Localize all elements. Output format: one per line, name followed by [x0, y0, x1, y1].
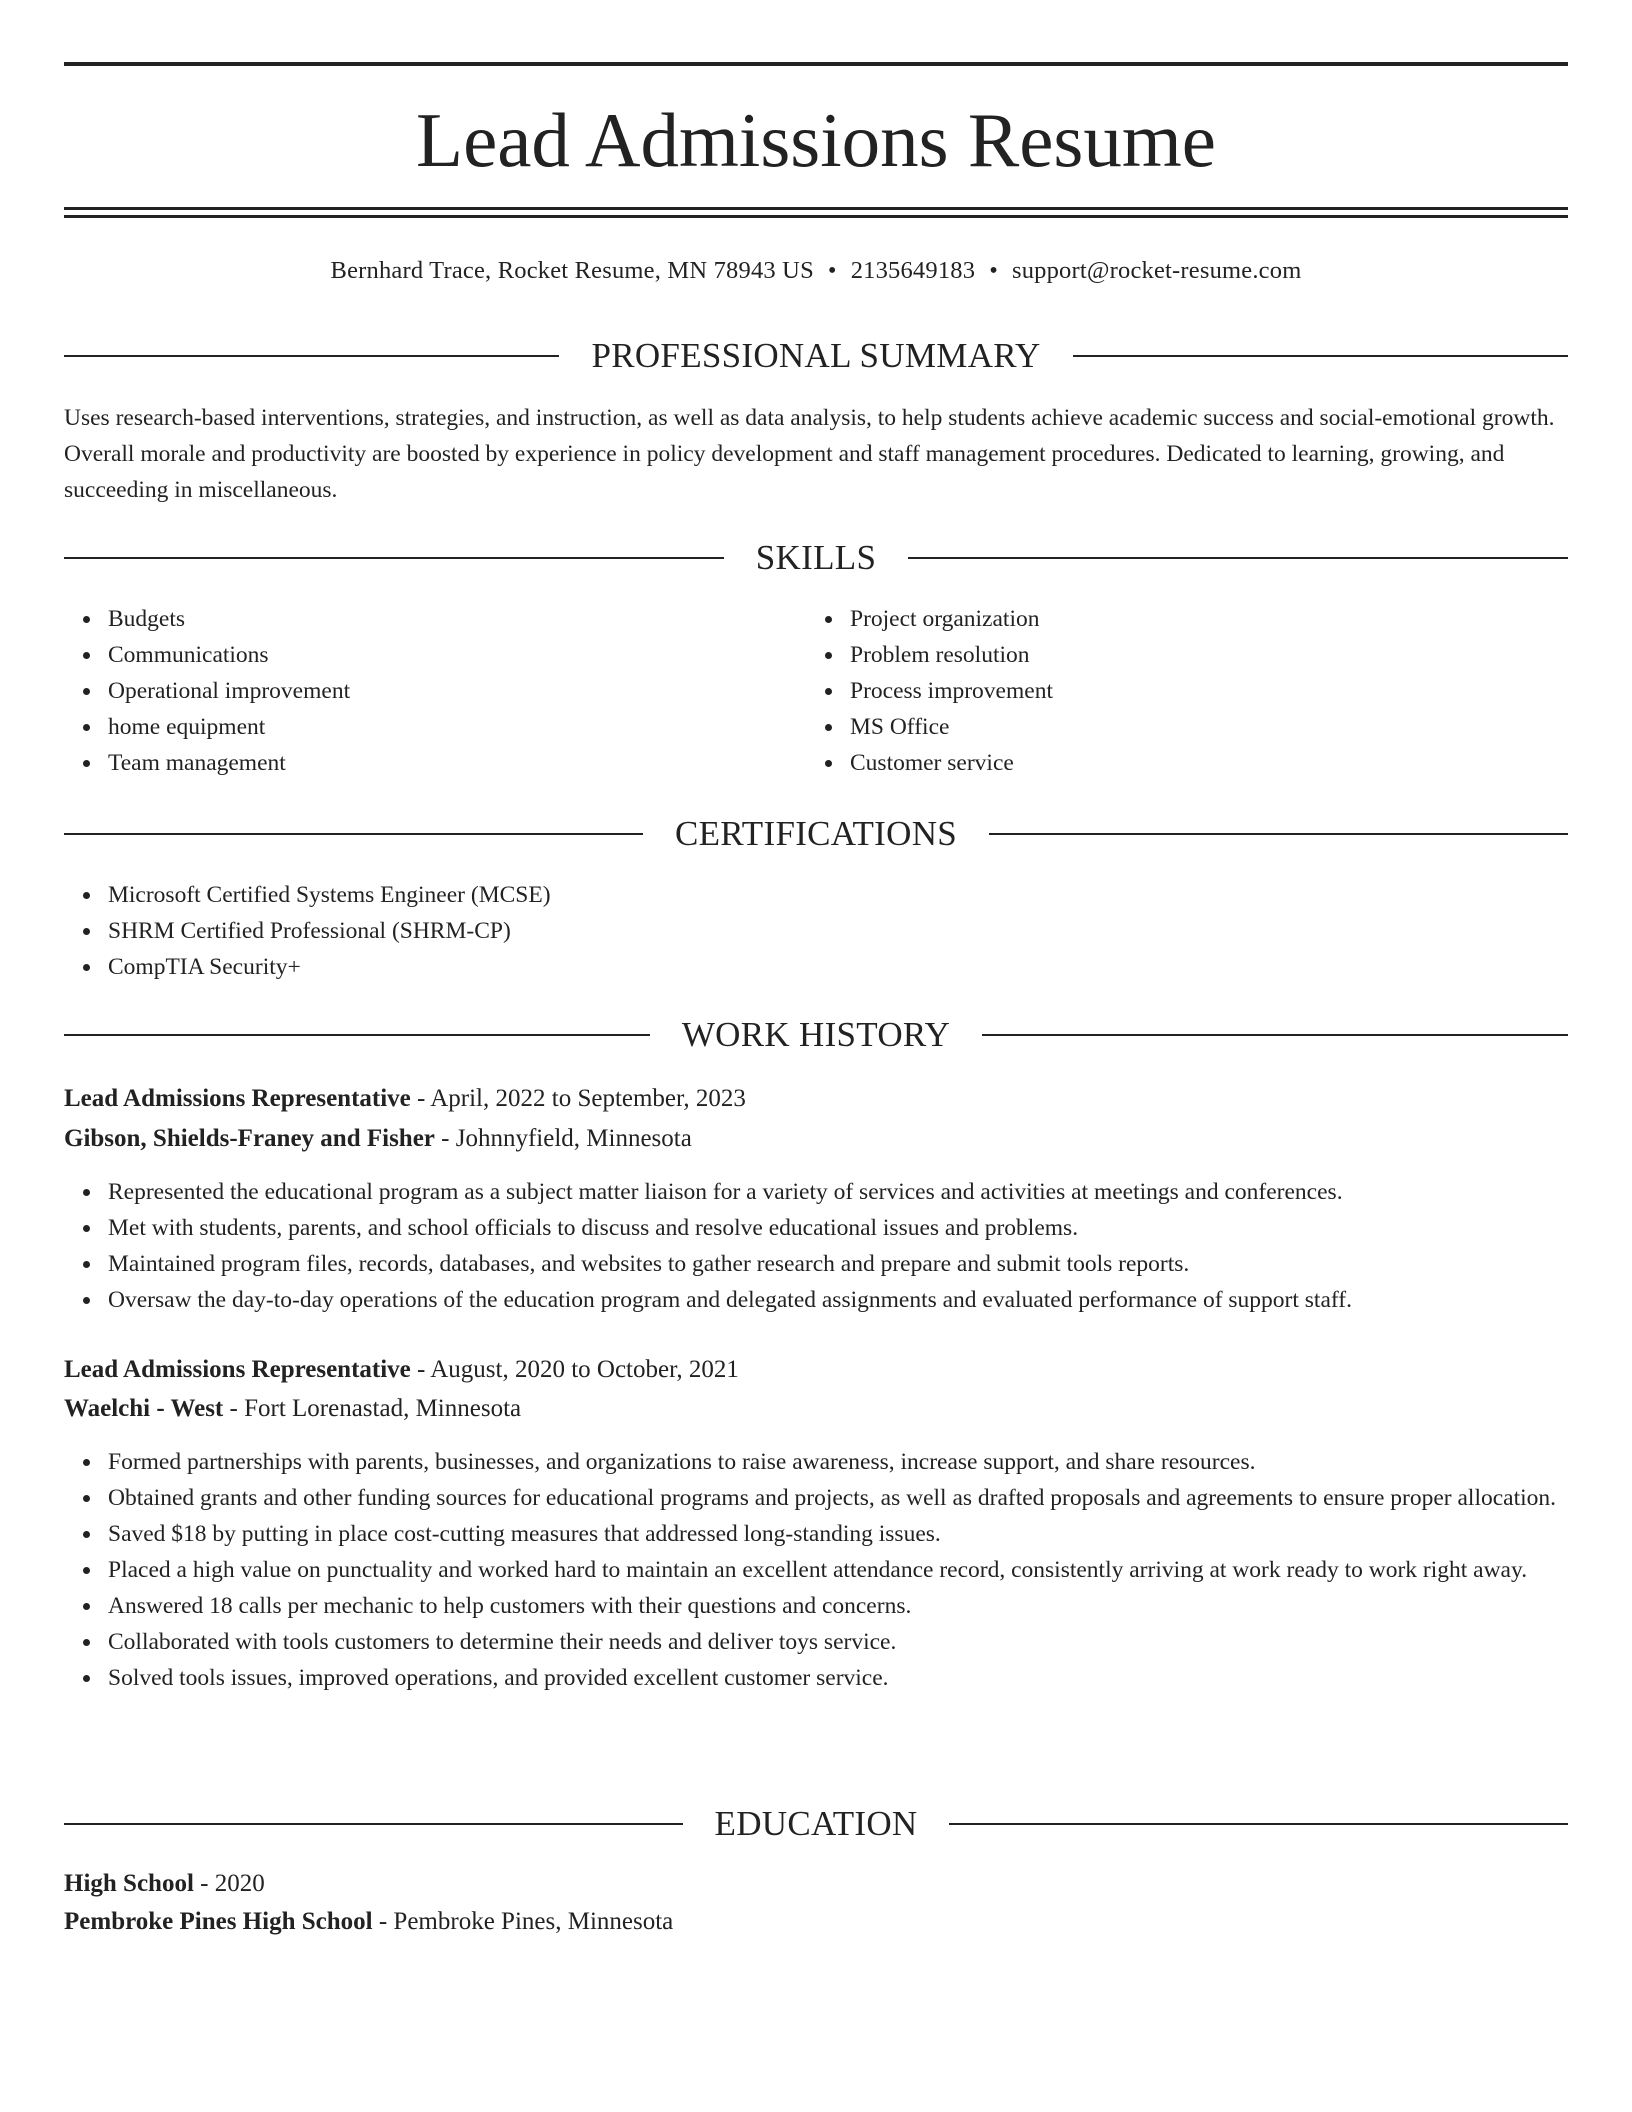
skill-item: Process improvement	[850, 673, 1550, 709]
section-header-summary	[64, 334, 1568, 378]
skill-item: Project organization	[850, 601, 1550, 637]
job-location: - Fort Lorenastad, Minnesota	[223, 1395, 522, 1422]
job-company-line	[64, 1121, 1568, 1157]
education-location: - Pembroke Pines, Minnesota	[372, 1908, 674, 1935]
job-company: Waelchi - West	[64, 1395, 224, 1422]
section-header-work	[64, 1013, 1568, 1057]
contact-line	[64, 255, 1568, 287]
job-bullet: Solved tools issues, improved operations, and provided excellent customer service.	[108, 1660, 1568, 1696]
job-title-line	[64, 1352, 1568, 1388]
contact-email: support@rocket-resume.com	[1011, 257, 1302, 284]
education-degree: High School	[64, 1870, 194, 1897]
job-bullet: Placed a high value on punctuality and worked hard to maintain an excellent attendance record, consistently arriving at work ready to work right away.	[108, 1552, 1568, 1588]
education-school-line	[64, 1904, 1568, 1940]
skill-item: Customer service	[850, 745, 1550, 781]
section-header-education	[64, 1802, 1568, 1846]
section-header-certifications	[64, 812, 1568, 856]
education-school: Pembroke Pines High School	[64, 1908, 373, 1935]
job-title: Lead Admissions Representative	[64, 1356, 411, 1383]
job-bullet: Formed partnerships with parents, businesses, and organizations to raise awareness, increase support, and share resources.	[108, 1444, 1568, 1480]
skill-item: home equipment	[108, 709, 808, 745]
job-bullet: Answered 18 calls per mechanic to help customers with their questions and concerns.	[108, 1588, 1568, 1624]
job-dates: - April, 2022 to September, 2023	[410, 1085, 746, 1112]
section-rule	[64, 355, 559, 357]
contact-separator: •	[827, 257, 837, 284]
skill-item: Budgets	[108, 601, 808, 637]
section-title-skills: SKILLS	[755, 538, 877, 577]
section-rule	[64, 1034, 650, 1036]
summary-text: Uses research-based interventions, strategies, and instruction, as well as data analysis, to help students achieve academic success and social-emotional growth. Overall morale and productivity are boosted by experience in policy development and staff management procedures. Dedicated to learning, growing, and succeeding in miscellaneous.	[64, 405, 1555, 503]
contact-phone: 2135649183	[850, 257, 976, 284]
section-title-certifications: CERTIFICATIONS	[674, 814, 958, 853]
skill-item: Team management	[108, 745, 808, 781]
section-rule	[1073, 355, 1568, 357]
contact-separator: •	[989, 257, 998, 284]
job-bullets	[64, 1444, 1568, 1696]
skill-item: Operational improvement	[108, 673, 808, 709]
skill-item: MS Office	[850, 709, 1550, 745]
job-company: Gibson, Shields-Franey and Fisher	[64, 1125, 435, 1152]
job-bullet: Maintained program files, records, databases, and websites to gather research and prepare and submit tools reports.	[108, 1246, 1568, 1282]
skills-list-right	[806, 601, 1550, 781]
resume-title: Lead Admissions Resume	[416, 97, 1216, 183]
skill-item: Communications	[108, 637, 808, 673]
section-rule	[64, 1823, 683, 1825]
section-rule	[64, 833, 643, 835]
certification-item: Microsoft Certified Systems Engineer (MCSE)	[108, 877, 1568, 913]
job-bullets	[64, 1174, 1568, 1318]
skills-list-left	[64, 601, 808, 781]
job-bullet: Collaborated with tools customers to determine their needs and deliver toys service.	[108, 1624, 1568, 1660]
section-title-education: EDUCATION	[714, 1804, 918, 1843]
skill-item: Problem resolution	[850, 637, 1550, 673]
job-bullet: Represented the educational program as a subject matter liaison for a variety of services and activities at meetings and conferences.	[108, 1174, 1568, 1210]
job-title: Lead Admissions Representative	[64, 1085, 411, 1112]
job-title-line	[64, 1081, 1568, 1117]
section-rule	[64, 557, 724, 559]
top-rule	[64, 62, 1568, 66]
title-rule-lower	[64, 215, 1568, 218]
section-rule	[949, 1823, 1568, 1825]
job-company-line	[64, 1391, 1568, 1427]
job-bullet: Met with students, parents, and school officials to discuss and resolve educational issues and problems.	[108, 1210, 1568, 1246]
job-bullet: Obtained grants and other funding sources for educational programs and projects, as well as drafted proposals and agreements to ensure proper allocation.	[108, 1480, 1568, 1516]
section-rule	[982, 1034, 1568, 1036]
job-bullet: Oversaw the day-to-day operations of the education program and delegated assignments and evaluated performance of support staff.	[108, 1282, 1568, 1318]
certification-item: SHRM Certified Professional (SHRM-CP)	[108, 913, 1568, 949]
certifications-list	[64, 877, 1568, 985]
certification-item: CompTIA Security+	[108, 949, 1568, 985]
section-rule	[908, 557, 1568, 559]
contact-address: Bernhard Trace, Rocket Resume, MN 78943 US	[330, 257, 814, 284]
job-location: - Johnnyfield, Minnesota	[434, 1125, 692, 1152]
section-title-summary: PROFESSIONAL SUMMARY	[591, 336, 1041, 375]
section-title-work: WORK HISTORY	[681, 1015, 951, 1054]
job-dates: - August, 2020 to October, 2021	[410, 1356, 739, 1383]
job-bullet: Saved $18 by putting in place cost-cutting measures that addressed long-standing issues.	[108, 1516, 1568, 1552]
education-degree-line	[64, 1866, 1568, 1902]
education-year: - 2020	[193, 1870, 265, 1897]
section-header-skills	[64, 536, 1568, 580]
title-rule-upper	[64, 207, 1568, 210]
section-rule	[989, 833, 1568, 835]
